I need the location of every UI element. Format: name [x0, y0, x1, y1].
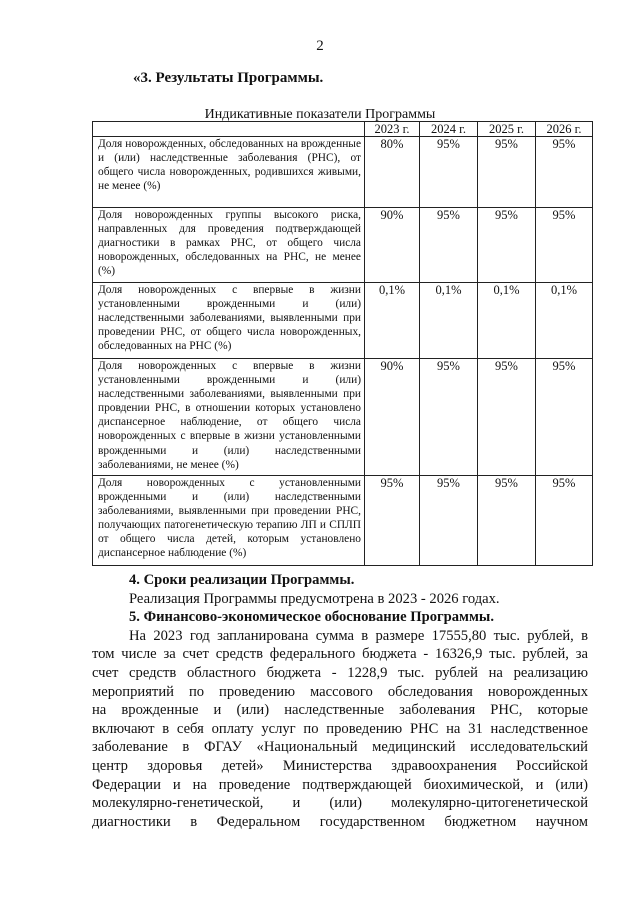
paragraph-line: включают в себя оплату услуг по проведению РНС на 31 наследственное [92, 720, 588, 737]
paragraph-line: центр здоровья детей» Министерства здравоохранения Российской [92, 757, 588, 774]
paragraph-line: на врожденные и (или) наследственные заболевания РНС, которые [92, 702, 588, 719]
section-3-title: «3. Результаты Программы. [133, 70, 324, 86]
indicator-value: 95% [420, 137, 478, 208]
indicator-value: 95% [536, 208, 593, 283]
section-4 [92, 571, 588, 831]
table-row [93, 283, 593, 359]
paragraph-line: молекулярно-генетической, и (или) молекулярно-цитогенетической [92, 795, 588, 812]
paragraph-line: диагностики в Федеральном государственном бюджетном научном [92, 813, 588, 830]
indicator-description: Доля новорожденных, обследованных на врожденные и (или) наследственные заболевания (РНС), от общего числа новорожденных, родившихся живыми, не менее (%) [93, 137, 365, 208]
indicator-value: 95% [478, 208, 536, 283]
indicator-value: 0,1% [420, 283, 478, 359]
indicators-table [92, 121, 593, 566]
table-header-cell: 2023 г. [365, 122, 420, 137]
indicator-value: 95% [478, 476, 536, 566]
table-row [93, 137, 593, 208]
table-header-row [93, 122, 593, 137]
table-header-cell: 2025 г. [478, 122, 536, 137]
indicator-value: 95% [478, 137, 536, 208]
indicator-value: 95% [420, 208, 478, 283]
indicator-value: 95% [420, 359, 478, 476]
indicator-value: 95% [536, 137, 593, 208]
paragraph-line: мероприятий по проведению массового обследования новорожденных [92, 683, 588, 700]
indicator-description: Доля новорожденных с впервые в жизни установленными врожденными и (или) наследственными заболеваниями, выявленными при проведении РНС, от общего числа новорожденных, обследованных на РНС (%) [93, 283, 365, 359]
table-row [93, 476, 593, 566]
section-4-title: 4. Сроки реализации Программы. [129, 572, 355, 588]
indicator-description: Доля новорожденных с установленными врожденными и (или) наследственными заболеваниями, выявленными при проведении РНС, получающих патогенетическую терапию ЛП и СПЛП от общего числа детей, которым установлено диспансерное наблюдение (%) [93, 476, 365, 566]
indicator-value: 90% [365, 208, 420, 283]
paragraph-line: Федерации и на проведение подтверждающей биохимической, и (или) [92, 776, 588, 793]
paragraph-line: том числе за счет средств федерального бюджета - 16326,9 тыс. рублей, за [92, 646, 588, 663]
table-caption: Индикативные показатели Программы [204, 107, 436, 122]
page-number: 2 [316, 38, 324, 54]
indicator-value: 95% [478, 359, 536, 476]
table-header-cell: 2024 г. [420, 122, 478, 137]
indicator-value: 80% [365, 137, 420, 208]
indicator-value: 95% [536, 476, 593, 566]
table-header-cell [93, 122, 365, 137]
section-4-text: Реализация Программы предусмотрена в 2023 - 2026 годах. [129, 590, 500, 607]
indicator-value: 95% [536, 359, 593, 476]
table-row [93, 359, 593, 476]
paragraph-line: На 2023 год запланирована сумма в размере 17555,80 тыс. рублей, в [129, 627, 588, 644]
section-5-title: 5. Финансово-экономическое обоснование Программы. [129, 609, 494, 626]
indicator-value: 0,1% [365, 283, 420, 359]
indicator-value: 90% [365, 359, 420, 476]
table-header-cell: 2026 г. [536, 122, 593, 137]
indicator-description: Доля новорожденных с впервые в жизни установленными врожденными и (или) наследственными заболеваниями, выявленными при провдении РНС, в отношении которых установлено диспансерное наблюдение, от общего числа новорожденных с впервые в жизни установленными врожденными и (или) наследственными заболеваниями, не менее (%) [93, 359, 365, 476]
table-row [93, 208, 593, 283]
indicator-description: Доля новорожденных группы высокого риска, направленных для проведения подтверждающей диагностики в рамках РНС, от общего числа новорожденных, обследованных на РНС, не менее (%) [93, 208, 365, 283]
indicator-value: 95% [365, 476, 420, 566]
indicator-value: 95% [420, 476, 478, 566]
indicator-value: 0,1% [478, 283, 536, 359]
paragraph-line: счет средств областного бюджета - 1228,9 тыс. рублей на реализацию [92, 664, 588, 681]
section-5-paragraph [92, 627, 588, 832]
paragraph-line: заболевание в ФГАУ «Национальный медицинский исследовательский [92, 739, 588, 756]
indicator-value: 0,1% [536, 283, 593, 359]
